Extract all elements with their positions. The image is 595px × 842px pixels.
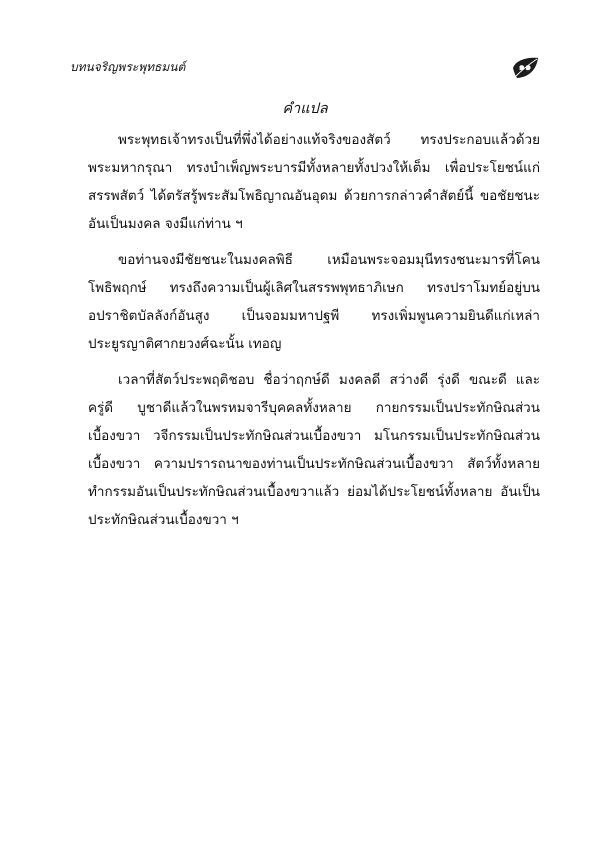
paragraph-line: อันเป็นมงคล จงมีแก่ท่าน ฯ xyxy=(88,216,243,232)
page-number: ๑๑ xyxy=(518,62,532,73)
paragraph-line: เบื้องขวา วจีกรรมเป็นประทักษิณส่วนเบื้องขวา มโนกรรมเป็นประทักษิณส่วน xyxy=(88,428,540,444)
paragraph-line: เวลาที่สัตว์ประพฤติชอบ ชื่อว่าฤกษ์ดี มงคลดี สว่างดี รุ่งดี ขณะดี และ xyxy=(118,372,540,388)
paragraph-line: ทำกรรมอันเป็นประทักษิณส่วนเบื้องขวาแล้ว ย่อมได้ประโยชน์ทั้งหลาย อันเป็น xyxy=(88,484,540,500)
paragraph-line: พระมหากรุณา ทรงบำเพ็ญพระบารมีทั้งหลายทั้งปวงให้เต็ม เพื่อประโยชน์แก่ xyxy=(88,160,540,176)
paragraph-line: โพธิพฤกษ์ ทรงถึงความเป็นผู้เลิศในสรรพพุทธาภิเษก ทรงปราโมทย์อยู่บน xyxy=(88,280,540,296)
paragraph-line: ครู่ดี บูชาดีแล้วในพรหมจารีบุคคลทั้งหลาย กายกรรมเป็นประทักษิณส่วน xyxy=(88,400,540,416)
paragraph-1 xyxy=(88,126,540,238)
paragraph-3 xyxy=(88,366,540,534)
paragraph-line: อปราชิตบัลลังก์อันสูง เป็นจอมมหาปฐพี ทรงเพิ่มพูนความยินดีแก่เหล่า xyxy=(88,308,540,324)
page-number-badge xyxy=(510,56,540,80)
paragraph-line: ประยูรญาติศากยวงศ์ฉะนั้น เทอญ xyxy=(88,336,282,352)
page-header xyxy=(70,56,540,82)
paragraph-line: สรรพสัตว์ ได้ตรัสรู้พระสัมโพธิญาณอันอุดม ด้วยการกล่าวคำสัตย์นี้ ขอชัยชนะ xyxy=(88,188,540,204)
body-text xyxy=(88,126,540,542)
paragraph-line: ประทักษิณส่วนเบื้องขวา ฯ xyxy=(88,512,239,528)
running-title: บทนจริญพระพุทธมนต์ xyxy=(70,60,186,74)
paragraph-line: ขอท่านจงมีชัยชนะในมงคลพิธี เหมือนพระจอมมุนีทรงชนะมารที่โคน xyxy=(118,252,540,268)
section-title: คำแปล xyxy=(282,101,328,117)
paragraph-line: เบื้องขวา ความปรารถนาของท่านเป็นประทักษิณส่วนเบื้องขวา สัตว์ทั้งหลาย xyxy=(88,456,540,472)
paragraph-line: พระพุทธเจ้าทรงเป็นที่พึ่งได้อย่างแท้จริงของสัตว์ ทรงประกอบแล้วด้วย xyxy=(118,132,540,148)
paragraph-2 xyxy=(88,246,540,358)
